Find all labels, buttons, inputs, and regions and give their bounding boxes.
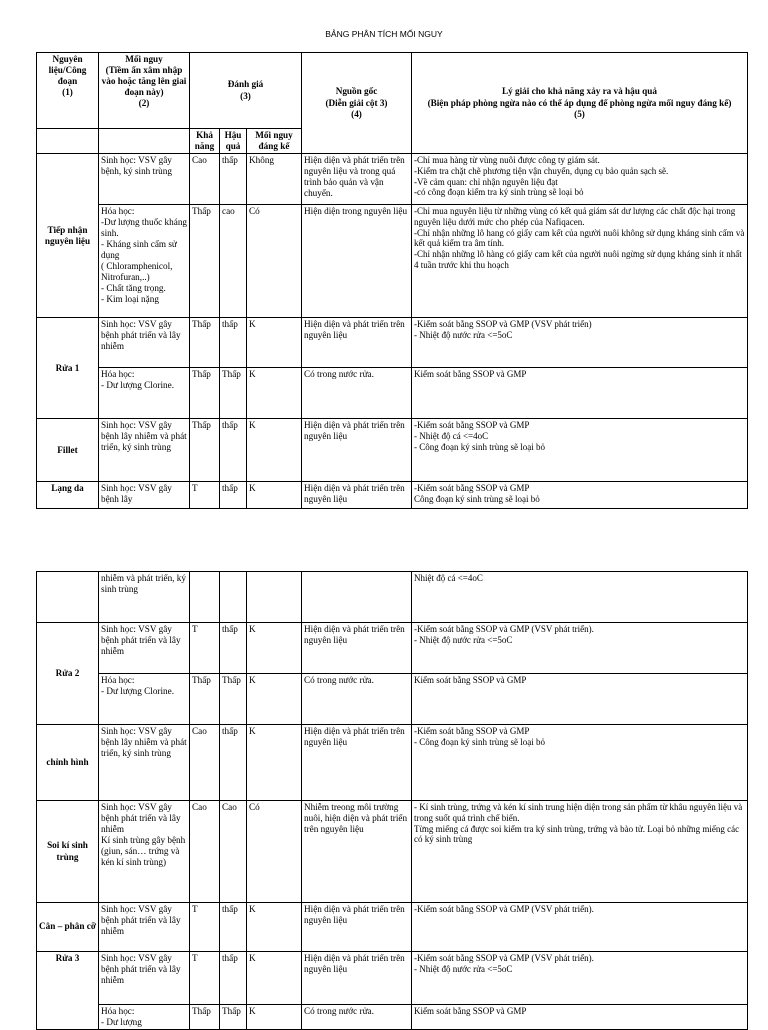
severity-cell: thấp bbox=[220, 318, 247, 368]
hazard-cell: Hóa học: - Dư lượng Clorine. bbox=[99, 674, 190, 725]
header-blank-2 bbox=[99, 129, 190, 154]
likelihood-cell: T bbox=[190, 482, 220, 509]
severity-cell: thấp bbox=[220, 952, 247, 1005]
document-title: BẢNG PHÂN TÍCH MỐI NGUY bbox=[325, 29, 443, 39]
significant-cell: Có bbox=[247, 801, 302, 903]
severity-cell bbox=[220, 572, 247, 623]
source-cell: Hiện diện trong nguyên liệu bbox=[302, 205, 412, 318]
significant-cell: K bbox=[247, 419, 302, 482]
likelihood-cell: Cao bbox=[190, 725, 220, 801]
table-row bbox=[37, 1005, 748, 1030]
likelihood-cell: Thấp bbox=[190, 1005, 220, 1030]
hazard-cell: Sinh học: VSV gây bệnh phát triển và lây nhiễm bbox=[99, 623, 190, 674]
reason-cell: Kiểm soát bằng SSOP và GMP bbox=[412, 1005, 748, 1030]
table-row bbox=[37, 725, 748, 801]
source-cell: Nhiễm treong môi trường nuôi, hiện diện và phát triển trên nguyên liệu bbox=[302, 801, 412, 903]
likelihood-cell: Thấp bbox=[190, 318, 220, 368]
significant-cell: K bbox=[247, 482, 302, 509]
table-row bbox=[37, 674, 748, 725]
severity-cell: thấp bbox=[220, 725, 247, 801]
table-row bbox=[37, 154, 748, 205]
source-cell: Hiện diện và phát triển trên nguyên liệu bbox=[302, 482, 412, 509]
reason-cell: -Chỉ mua nguyên liệu từ những vùng có kết quả giám sát dư lượng các chất độc hại trong nguyên liệu dưới mức cho phép của Nafiqacen. -Chỉ nhận những lô hang có giấy cam kết của người nuôi không sử dụng kháng sinh cấm và kết quả kiểm tra âm tính. -Chỉ nhận những lô hàng có giấy cam kết của người nuôi ngừng sử dụng kháng sinh ít nhất 4 tuần trước khi thu hoạch bbox=[412, 205, 748, 318]
table-row bbox=[37, 623, 748, 674]
table-row bbox=[37, 419, 748, 482]
reason-cell: - Kí sinh trùng, trứng và kén kí sinh trung hiện diện trong sản phẩm từ khâu nguyên liệu và trong suốt quá trình chế biến. Từng miếng cá được soi kiểm tra ký sinh trùng, trứng và bào tử. Loại bỏ những miếng các có ký sinh trùng bbox=[412, 801, 748, 903]
severity-cell: thấp bbox=[220, 903, 247, 952]
reason-cell: -Kiểm soát bằng SSOP và GMP (VSV phát triển). bbox=[412, 903, 748, 952]
header-hazard: Mối nguy (Tiềm ẩn xâm nhập vào hoặc tăng lên giai đoạn này) (2) bbox=[99, 53, 190, 129]
likelihood-cell: T bbox=[190, 903, 220, 952]
table-row bbox=[37, 482, 748, 509]
step-cell: Rửa 3 bbox=[37, 952, 99, 1030]
severity-cell: thấp bbox=[220, 419, 247, 482]
source-cell: Hiện diện và phát triển trên nguyên liệu bbox=[302, 725, 412, 801]
step-cell bbox=[37, 572, 99, 623]
reason-cell: -Kiểm soát bằng SSOP và GMP (VSV phát triển). - Nhiệt độ nước rửa <=5oC bbox=[412, 952, 748, 1005]
severity-cell: thấp bbox=[220, 482, 247, 509]
reason-cell: -Kiểm soát bằng SSOP và GMP (VSV phát triển). - Nhiệt độ nước rửa <=5oC bbox=[412, 623, 748, 674]
significant-cell: K bbox=[247, 952, 302, 1005]
reason-cell: -Kiểm soát bằng SSOP và GMP (VSV phát triển) - Nhiệt độ nước rửa <=5oC bbox=[412, 318, 748, 368]
severity-cell: thấp bbox=[220, 154, 247, 205]
source-cell: Hiện diện và phát triển trên nguyên liệu bbox=[302, 419, 412, 482]
hazard-cell: Hóa học: -Dư lượng thuốc kháng sinh. - Kháng sinh cấm sử dụng ( Chloramphenicol, Nitrofuran,..) - Chất tăng trọng. - Kim loại nặng bbox=[99, 205, 190, 318]
likelihood-cell: Cao bbox=[190, 801, 220, 903]
likelihood-cell: Thấp bbox=[190, 205, 220, 318]
severity-cell: Cao bbox=[220, 801, 247, 903]
reason-cell: -Kiểm soát bằng SSOP và GMP - Nhiệt độ cá <=4oC - Công đoạn ký sinh trùng sẽ loại bỏ bbox=[412, 419, 748, 482]
header-severity: Hậu quả bbox=[220, 129, 247, 154]
significant-cell: K bbox=[247, 725, 302, 801]
hazard-cell: Sinh học: VSV gây bệnh, ký sinh trùng bbox=[99, 154, 190, 205]
source-cell: Hiện diện và phát triển trên nguyên liệu bbox=[302, 318, 412, 368]
significant-cell: K bbox=[247, 674, 302, 725]
table-row bbox=[37, 205, 748, 318]
likelihood-cell: Thấp bbox=[190, 674, 220, 725]
header-significant: Mối nguy đáng kể bbox=[247, 129, 302, 154]
step-cell: Rửa 1 bbox=[37, 318, 99, 419]
table-row bbox=[37, 801, 748, 903]
reason-cell: -Kiểm soát bằng SSOP và GMP Công đoạn ký sinh trùng sẽ loại bỏ bbox=[412, 482, 748, 509]
severity-cell: Thấp bbox=[220, 1005, 247, 1030]
severity-cell: cao bbox=[220, 205, 247, 318]
table-row bbox=[37, 368, 748, 419]
header-blank-1 bbox=[37, 129, 99, 154]
severity-cell: thấp bbox=[220, 623, 247, 674]
significant-cell: Có bbox=[247, 205, 302, 318]
source-cell: Hiện diện và phát triển trên nguyên liệu bbox=[302, 903, 412, 952]
source-cell: Hiện diện và phát triển trên nguyên liệu bbox=[302, 952, 412, 1005]
reason-cell: Nhiệt độ cá <=4oC bbox=[412, 572, 748, 623]
hazard-cell: Sinh học: VSV gây bệnh phát triển và lây nhiễm Kí sinh trùng gây bệnh (giun, sán… trứng và kén kí sinh trùng) bbox=[99, 801, 190, 903]
hazard-table-page-1 bbox=[36, 52, 748, 509]
significant-cell: K bbox=[247, 318, 302, 368]
reason-cell: Kiểm soát bằng SSOP và GMP bbox=[412, 368, 748, 419]
reason-cell: -Chỉ mua hàng từ vùng nuôi được công ty giám sát. -Kiểm tra chặt chẽ phương tiện vận chuyển, dụng cụ bảo quản sạch sẽ. -Về cảm quan: chỉ nhận nguyên liệu đạt -có công đoạn kiểm tra ký sinh trùng sẽ loại bỏ bbox=[412, 154, 748, 205]
hazard-cell: Sinh học: VSV gây bệnh phát triển và lây nhiễm bbox=[99, 903, 190, 952]
table-row bbox=[37, 903, 748, 952]
severity-cell: Thấp bbox=[220, 674, 247, 725]
hazard-cell: Hóa học: - Dư lượng bbox=[99, 1005, 190, 1030]
step-cell: Soi kí sinh trùng bbox=[37, 801, 99, 903]
step-cell: chỉnh hình bbox=[37, 725, 99, 801]
table-row bbox=[37, 572, 748, 623]
source-cell: Hiện diện và phát triển trên nguyên liệu bbox=[302, 623, 412, 674]
significant-cell bbox=[247, 572, 302, 623]
significant-cell: Không bbox=[247, 154, 302, 205]
header-source: Nguồn gốc (Diễn giải cột 3) (4) bbox=[302, 53, 412, 154]
hazard-cell: Sinh học: VSV gây bệnh lây bbox=[99, 482, 190, 509]
reason-cell: Kiểm soát bằng SSOP và GMP bbox=[412, 674, 748, 725]
significant-cell: K bbox=[247, 1005, 302, 1030]
likelihood-cell: T bbox=[190, 952, 220, 1005]
source-cell: Hiện diện và phát triển trên nguyên liệu và trong quá trình bảo quản và vận chuyển. bbox=[302, 154, 412, 205]
source-cell: Có trong nước rửa. bbox=[302, 1005, 412, 1030]
step-cell: Fillet bbox=[37, 419, 99, 482]
step-cell: Tiếp nhận nguyên liệu bbox=[37, 154, 99, 318]
step-cell: Rửa 2 bbox=[37, 623, 99, 725]
hazard-cell: Sinh học: VSV gây bệnh lây nhiễm và phát triển, ký sinh trùng bbox=[99, 725, 190, 801]
step-cell: Lạng da bbox=[37, 482, 99, 509]
significant-cell: K bbox=[247, 368, 302, 419]
source-cell: Có trong nước rửa. bbox=[302, 368, 412, 419]
hazard-cell: Sinh học: VSV gây bệnh phát triển và lây nhiễm bbox=[99, 952, 190, 1005]
hazard-cell: Sinh học: VSV gây bệnh phát triển và lây nhiễm bbox=[99, 318, 190, 368]
reason-cell: -Kiểm soát bằng SSOP và GMP - Công đoạn ký sinh trùng sẽ loại bỏ bbox=[412, 725, 748, 801]
table-row bbox=[37, 952, 748, 1005]
step-cell: Cân – phân cỡ bbox=[37, 903, 99, 952]
significant-cell: K bbox=[247, 623, 302, 674]
header-assessment: Đánh giá (3) bbox=[190, 53, 302, 129]
likelihood-cell: Thấp bbox=[190, 419, 220, 482]
header-step: Nguyên liệu/Công đoạn (1) bbox=[37, 53, 99, 129]
table-row bbox=[37, 318, 748, 368]
hazard-cell: Sinh học: VSV gây bệnh lây nhiễm và phát triển, ký sinh trùng bbox=[99, 419, 190, 482]
header-reason: Lý giải cho khả năng xảy ra và hậu quả (Biện pháp phòng ngừa nào có thể áp dụng để phòng ngừa mối nguy đáng kể) (5) bbox=[412, 53, 748, 154]
header-likelihood: Khả năng bbox=[190, 129, 220, 154]
hazard-cell: nhiễm và phát triển, ký sinh trùng bbox=[99, 572, 190, 623]
severity-cell: Thấp bbox=[220, 368, 247, 419]
likelihood-cell bbox=[190, 572, 220, 623]
source-cell: Có trong nước rửa. bbox=[302, 674, 412, 725]
likelihood-cell: Cao bbox=[190, 154, 220, 205]
significant-cell: K bbox=[247, 903, 302, 952]
likelihood-cell: T bbox=[190, 623, 220, 674]
likelihood-cell: Thấp bbox=[190, 368, 220, 419]
source-cell bbox=[302, 572, 412, 623]
hazard-cell: Hóa học: - Dư lượng Clorine. bbox=[99, 368, 190, 419]
hazard-table-page-2 bbox=[36, 571, 748, 1030]
